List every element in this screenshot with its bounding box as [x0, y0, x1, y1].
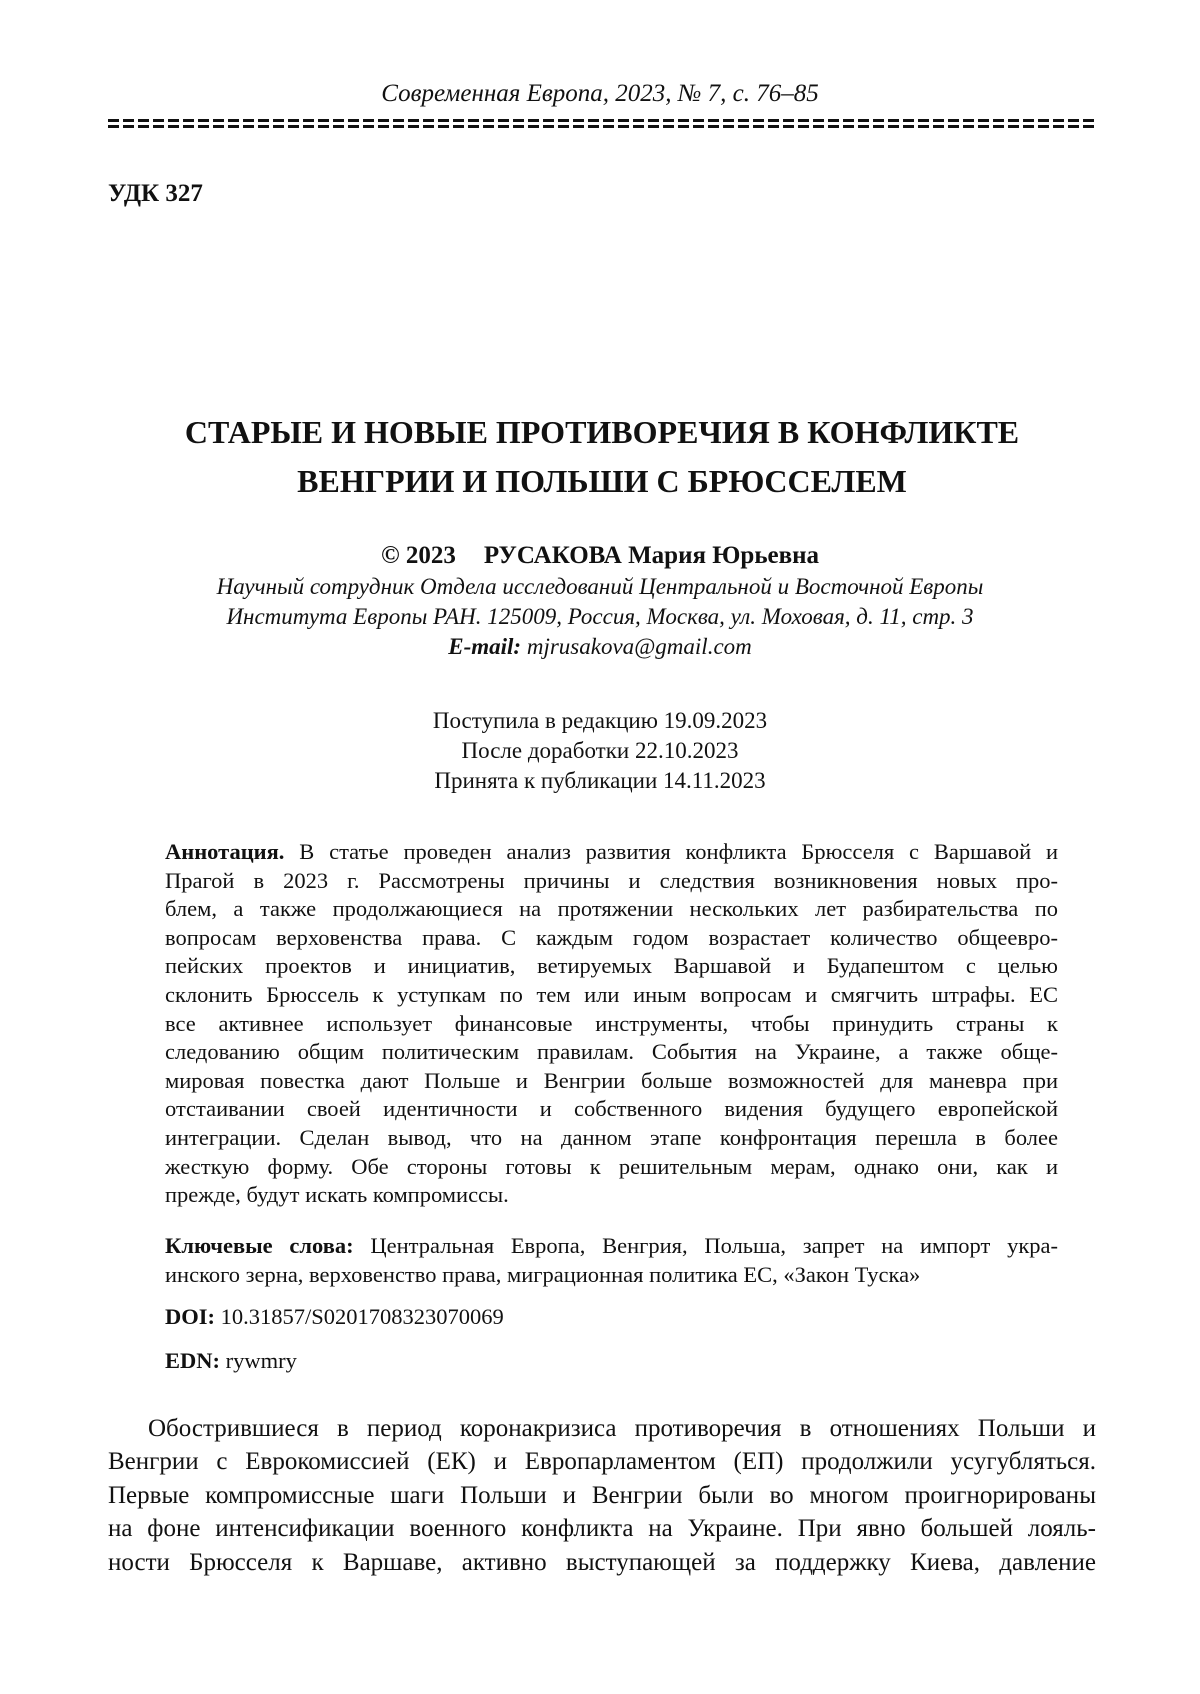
- email-address[interactable]: mjrusakova@gmail.com: [526, 634, 752, 659]
- abstract-line: вопросам верховенства права. С каждым годом возрастает количество общеевро-: [165, 924, 1058, 950]
- keywords-label: Ключевые слова:: [165, 1233, 354, 1258]
- keywords: [165, 1232, 1058, 1289]
- abstract-line: мировая повестка дают Польше и Венгрии больше возможностей для маневра при: [165, 1067, 1058, 1093]
- doi-label: DOI:: [165, 1304, 215, 1329]
- udk-code: УДК 327: [108, 180, 203, 207]
- body-paragraph: [108, 1412, 1096, 1579]
- doi: [165, 1304, 504, 1330]
- email-label: E-mail:: [448, 634, 522, 659]
- keywords-line-2: инского зерна, верховенство права, миграционная политика ЕС, «Закон Туска»: [165, 1261, 921, 1287]
- edn-label: EDN:: [165, 1348, 220, 1373]
- abstract-line: все активнее использует финансовые инструменты, чтобы принудить страны к: [165, 1010, 1058, 1036]
- date-revised: После доработки 22.10.2023: [461, 738, 739, 763]
- abstract-line: прежде, будут искать компромиссы.: [165, 1182, 509, 1208]
- abstract-line: В статье проведен анализ развития конфликта Брюсселя с Варшавой и: [299, 839, 1059, 864]
- abstract-label: Аннотация.: [165, 839, 285, 864]
- body-line: Венгрии с Еврокомиссией (ЕК) и Европарламентом (ЕП) продолжили усугубляться.: [108, 1448, 1096, 1476]
- abstract-line: отстаивании своей идентичности и собственного видения будущего европейской: [165, 1096, 1058, 1122]
- body-line: Обострившиеся в период коронакризиса противоречия в отношениях Польши и: [148, 1415, 1096, 1442]
- abstract-line: пейских проектов и инициатив, ветируемых Варшавой и Будапештом с целью: [165, 953, 1058, 979]
- body-line: ности Брюсселя к Варшаве, активно выступающей за поддержку Киева, давление: [108, 1548, 1096, 1576]
- article-title-line-2: ВЕНГРИИ И ПОЛЬШИ С БРЮССЕЛЕМ: [297, 463, 907, 499]
- author-email: [0, 632, 1200, 662]
- abstract-line: жесткую форму. Обе стороны готовы к решительным мерам, однако они, как и: [165, 1153, 1058, 1179]
- edn: [165, 1348, 297, 1374]
- date-received: Поступила в редакцию 19.09.2023: [432, 708, 768, 733]
- abstract-line: интеграции. Сделан вывод, что на данном этапе конфронтация перешла в более: [165, 1124, 1058, 1150]
- affiliation-line-1: Научный сотрудник Отдела исследований Центральной и Восточной Европы: [216, 574, 984, 599]
- article-title-line-1: СТАРЫЕ И НОВЫЕ ПРОТИВОРЕЧИЯ В КОНФЛИКТЕ: [184, 414, 1020, 450]
- affiliation-line-2: Института Европы РАН. 125009, Россия, Москва, ул. Моховая, д. 11, стр. 3: [226, 604, 974, 629]
- copyright-year: © 2023: [380, 542, 456, 569]
- doi-value[interactable]: 10.31857/S0201708323070069: [220, 1304, 504, 1329]
- author-name: РУСАКОВА Мария Юрьевна: [483, 542, 820, 569]
- double-dashed-rule: [108, 118, 1096, 130]
- abstract-line: следованию общим политическим правилам. События на Украине, а также обще-: [165, 1039, 1058, 1065]
- article-title: [108, 408, 1096, 506]
- abstract-line: блем, а также продолжающиеся на протяжении нескольких лет разбирательства по: [165, 896, 1058, 922]
- author-affiliation: [0, 572, 1200, 662]
- abstract-line: Прагой в 2023 г. Рассмотрены причины и следствия возникновения новых про-: [165, 867, 1058, 893]
- author-line: [0, 542, 1200, 570]
- date-accepted: Принята к публикации 14.11.2023: [434, 768, 766, 793]
- abstract-line: склонить Брюссель к уступкам по тем или иным вопросам и смягчить штрафы. ЕС: [165, 981, 1058, 1007]
- body-line: на фоне интенсификации военного конфликта на Украине. При явно большей лояль-: [108, 1515, 1096, 1543]
- running-head: Современная Европа, 2023, № 7, с. 76–85: [381, 80, 819, 107]
- body-line: Первые компромиссные шаги Польши и Венгрии были во многом проигнорированы: [108, 1481, 1096, 1509]
- submission-dates: [0, 706, 1200, 796]
- abstract: [165, 838, 1058, 1210]
- edn-value: rywmry: [225, 1348, 297, 1373]
- keywords-line-1: Центральная Европа, Венгрия, Польша, запрет на импорт укра-: [370, 1233, 1058, 1258]
